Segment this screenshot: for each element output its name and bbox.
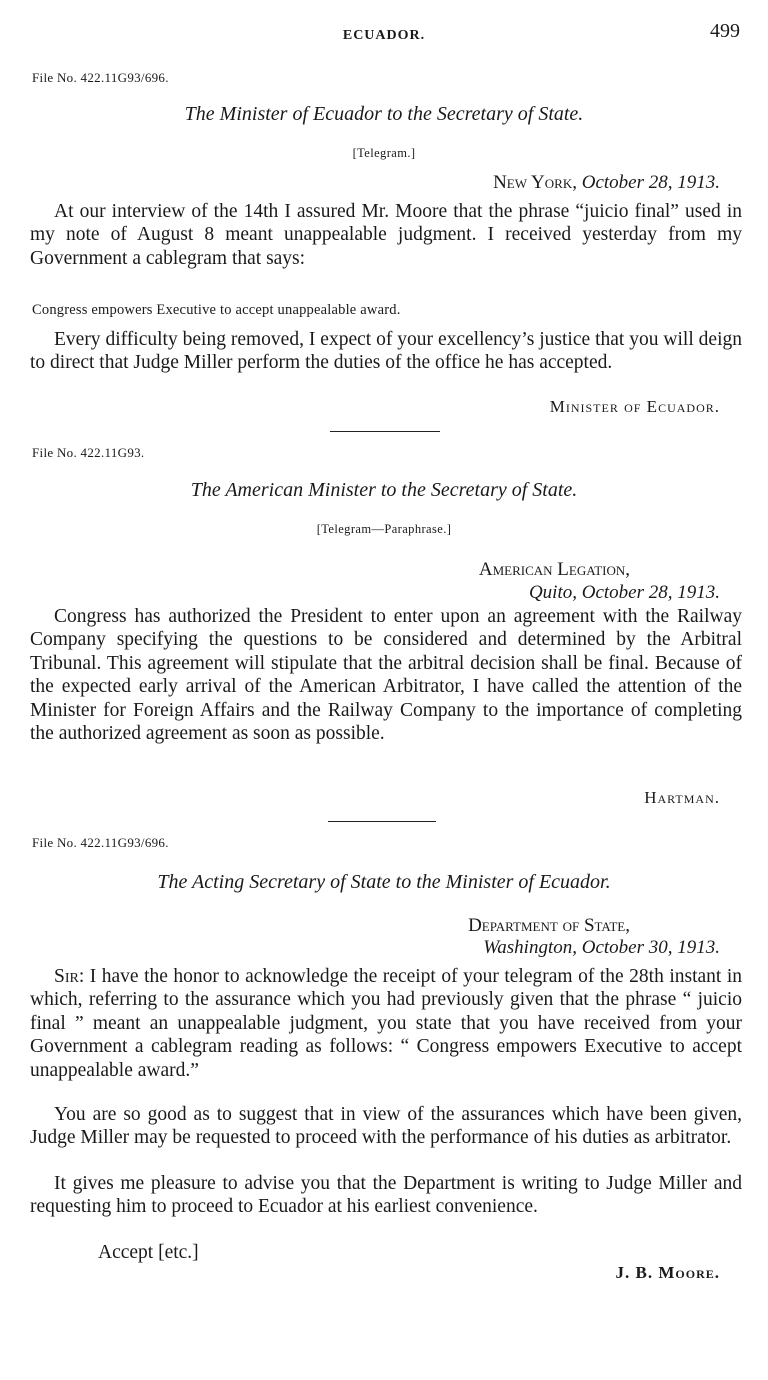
salutation: Sir: [54, 966, 85, 987]
body-paragraph: Congress has authorized the President to enter upon an agreement with the Railway Company specifying the questions to be considered and determined by the Arbitral Tribunal. This agreement will stipulate that the arbitral decision shall be final. Because of the expected early arrival of the American Arbitrator, I have called the attention of the Minister for Foreign Affairs and the Railway Company to the importance of completing the authorized agreement as soon as possible. [30, 606, 742, 745]
dateline-date: October 28, 1913. [581, 172, 720, 193]
telegram-tag: [Telegram—Paraphrase.] [316, 522, 452, 536]
body-paragraph: Every difficulty being removed, I expect of your excellency’s justice that you will deign to direct that Judge Miller perform the duties of the office he has accepted. [30, 329, 742, 374]
running-title: ECUADOR. [342, 28, 426, 43]
dateline-place: New York, [493, 172, 577, 193]
body-paragraph: At our interview of the 14th I assured Mr. Moore that the phrase “juicio final” used in my note of August 8 meant unappealable judgment. I received yesterday from my Government a cablegram that says: [30, 201, 742, 269]
file-number: File No. 422.11G93/696. [32, 70, 169, 85]
dateline-place: American Legation, [478, 559, 630, 580]
dateline-place: Department of State, [468, 915, 630, 936]
section-divider [330, 431, 440, 432]
file-number: File No. 422.11G93/696. [32, 835, 169, 850]
dateline-date: October 30, 1913. [581, 937, 720, 958]
document-heading: The Minister of Ecuador to the Secretary of State. [184, 103, 584, 125]
document-heading: The Acting Secretary of State to the Minister of Ecuador. [157, 871, 611, 893]
dateline-date: October 28, 1913. [581, 582, 720, 603]
file-number: File No. 422.11G93. [32, 445, 145, 460]
dateline [0, 937, 720, 959]
dateline-city: Quito, [528, 582, 577, 603]
quoted-cable: Congress empowers Executive to accept unappealable award. [32, 302, 401, 318]
page-number: 499 [710, 20, 740, 42]
telegram-tag: [Telegram.] [352, 146, 416, 160]
closing: Accept [etc.] [98, 1242, 199, 1263]
body-paragraph [30, 965, 742, 1082]
dateline [0, 582, 720, 604]
signature: Minister of Ecuador. [549, 397, 720, 416]
document-heading: The American Minister to the Secretary of State. [190, 479, 578, 501]
signature: J. B. Moore. [615, 1263, 720, 1282]
body-paragraph: It gives me pleasure to advise you that the Department is writing to Judge Miller and requesting him to proceed to Ecuador at his earliest convenience. [30, 1173, 742, 1218]
dateline-city: Washington, [483, 937, 577, 958]
signature: Hartman. [644, 788, 720, 807]
dateline [0, 172, 720, 194]
body-paragraph: You are so good as to suggest that in view of the assurances which have been given, Judge Miller may be requested to proceed with the performance of his duties as arbitrator. [30, 1104, 742, 1149]
paragraph-text: I have the honor to acknowledge the receipt of your telegram of the 28th instant in which, referring to the assurance which you had previously given that the phrase “ juicio final ” meant an unappealable judgment, you state that you have received from your Government a cablegram reading as follows: “ Congress empowers Executive to accept unappealable award.” [30, 966, 743, 1081]
section-divider [328, 821, 436, 822]
